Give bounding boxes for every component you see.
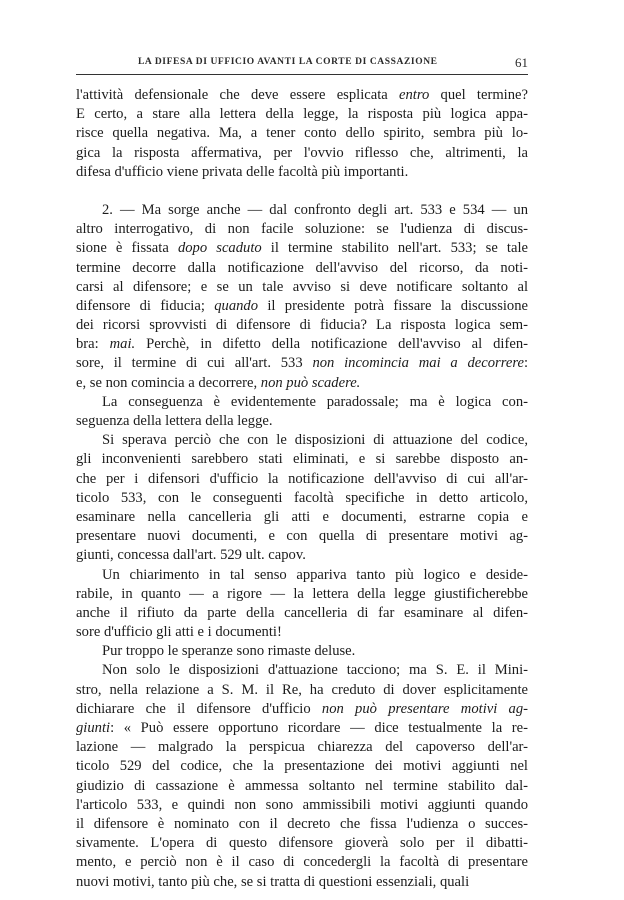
text-span: il difensore è nominato con il decreto che fissa l'udienza o succes-: [76, 815, 528, 832]
text-line: [76, 201, 528, 220]
paragraph-gap: [76, 182, 528, 201]
text-line: [76, 412, 528, 431]
text-line: [76, 86, 528, 105]
italic-text: giunti: [76, 720, 111, 736]
text-line: [76, 489, 528, 508]
text-span: e, se non comincia a decorrere,: [76, 374, 261, 391]
text-span: :: [523, 355, 528, 372]
italic-text: non può presentare motivi ag-: [321, 700, 528, 717]
text-span: giunti, concessa dall'art. 529 ult. capov.: [76, 547, 306, 564]
paragraph: [76, 431, 528, 565]
text-line: [76, 374, 528, 393]
text-span: dei ricorsi sprovvisti di difensore di fiducia? La risposta logica sem-: [76, 317, 528, 334]
text-span: Perchè, in difetto della notificazione dell'avviso al difen-: [135, 336, 528, 353]
italic-text: quando: [214, 297, 259, 314]
text-span: ticolo 533, con le conseguenti facoltà specifiche in detto articolo,: [76, 489, 528, 506]
text-line: [76, 144, 528, 163]
text-line: [76, 508, 528, 527]
text-line: [76, 527, 528, 546]
text-line: [76, 873, 528, 892]
text-line: [76, 661, 528, 680]
text-span: carsi al difensore; e se un tale avviso si deve notificare soltanto al: [76, 278, 528, 295]
text-line: [76, 316, 528, 335]
text-span: Non solo le disposizioni d'attuazione tacciono; ma S. E. il Mini-: [102, 662, 528, 679]
text-span: ticolo 529 del codice, che la presentazione dei motivi aggiunti nel: [76, 758, 528, 775]
text-span: 2. — Ma sorge anche — dal confronto degli art. 533 e 534 — un: [102, 201, 528, 218]
italic-text: entro: [399, 87, 430, 103]
paragraph: [76, 201, 528, 393]
text-line: [76, 354, 528, 373]
text-span: La conseguenza è evidentemente paradossale; ma è logica con-: [102, 393, 528, 410]
paragraph: [76, 661, 528, 891]
text-span: difesa d'ufficio viene privata delle facoltà più importanti.: [76, 163, 409, 180]
text-span: : « Può essere opportuno ricordare — dice testualmente la re-: [110, 720, 528, 736]
text-span: sione è fissata: [76, 240, 178, 257]
text-span: giudizio di cassazione è ammessa soltanto nel termine stabilito dal-: [76, 777, 528, 794]
text-span: esaminare nella cancelleria gli atti e documenti, estrarne copia e: [76, 508, 528, 525]
text-span: dichiarare che il difensore d'ufficio: [76, 700, 322, 717]
text-span: seguenza della lettera della legge.: [76, 413, 273, 429]
running-header: [76, 56, 528, 75]
paragraph: [76, 86, 528, 182]
text-line: [76, 853, 528, 872]
text-span: sivamente. L'opera di questo difensore gioverà solo per il dibatti-: [76, 835, 528, 852]
text-span: sore d'ufficio gli atti e i documenti!: [76, 624, 282, 641]
page-number: 61: [515, 55, 528, 70]
text-line: [76, 834, 528, 853]
text-line: [76, 431, 528, 450]
text-span: termine decorre dalla notificazione dell'avviso del ricorso, da noti-: [76, 259, 528, 276]
text-span: il termine stabilito nell'art. 533; se tale: [261, 240, 528, 257]
text-span: altro interrogativo, di non facile soluzione: se l'udienza di discus-: [76, 221, 528, 238]
text-line: [76, 546, 528, 565]
text-span: difensore di fiducia;: [76, 297, 215, 314]
text-span: gica la risposta affermativa, per l'ovvio riflesso che, altrimenti, la: [76, 144, 528, 161]
text-line: [76, 585, 528, 604]
text-line: [76, 719, 528, 738]
text-line: [76, 163, 528, 182]
text-line: [76, 777, 528, 796]
text-span: mento, e perciò non è il caso di concedergli la facoltà di presentare: [76, 854, 528, 871]
text-span: che per i difensori d'ufficio la notificazione dell'avviso di cui all'ar-: [76, 470, 528, 487]
text-span: risce quella negativa. Ma, a tener conto dello spirito, sembra più lo-: [76, 125, 528, 142]
text-line: [76, 297, 528, 316]
text-line: [76, 124, 528, 143]
text-line: [76, 335, 528, 354]
text-line: [76, 604, 528, 623]
text-line: [76, 239, 528, 258]
text-span: l'articolo 533, e quindi non sono ammissibili motivi aggiunti quando: [76, 796, 528, 813]
text-line: [76, 681, 528, 700]
text-line: [76, 642, 528, 661]
text-span: quel termine?: [429, 87, 528, 103]
text-span: stro, nella relazione a S. M. il Re, ha creduto di dover esplicitamente: [76, 681, 528, 698]
text-line: [76, 623, 528, 642]
text-line: [76, 278, 528, 297]
body-text: [76, 86, 528, 892]
text-line: [76, 700, 528, 719]
text-span: Si sperava perciò che con le disposizioni di attuazione del codice,: [102, 432, 528, 449]
text-line: [76, 450, 528, 469]
text-span: nuovi motivi, tanto più che, se si tratta di questioni essenziali, quali: [76, 873, 470, 890]
text-span: anche il rifiuto da parte della cancelleria di far esaminare al difen-: [76, 604, 528, 621]
text-span: il presidente potrà fissare la discussione: [258, 297, 528, 314]
text-line: [76, 105, 528, 124]
text-line: [76, 796, 528, 815]
text-line: [76, 566, 528, 585]
text-span: gli inconvenienti sarebbero stati eliminati, e si sarebbe disposto an-: [76, 451, 528, 468]
text-span: Un chiarimento in tal senso appariva tanto più logico e deside-: [102, 566, 528, 583]
italic-text: non può scadere.: [260, 374, 361, 391]
text-line: [76, 393, 528, 412]
text-span: presentare nuovi documenti, e con quella di presentare motivi ag-: [76, 528, 528, 545]
italic-text: mai.: [109, 336, 136, 353]
text-span: lazione — malgrado la perspicua chiarezza del capoverso dell'ar-: [76, 739, 528, 756]
text-span: rabile, in quanto — a rigore — la lettera della legge giustificherebbe: [76, 585, 528, 602]
text-span: l'attività defensionale che deve essere esplicata: [76, 87, 400, 103]
text-span: E certo, a stare alla lettera della legge, la risposta più logica appa-: [76, 106, 528, 123]
text-line: [76, 259, 528, 278]
italic-text: non incomincia mai a decorrere: [312, 355, 524, 372]
paragraph: [76, 642, 528, 661]
paragraph: [76, 566, 528, 643]
text-span: bra:: [76, 336, 110, 353]
text-line: [76, 757, 528, 776]
text-line: [76, 220, 528, 239]
running-title: LA DIFESA DI UFFICIO AVANTI LA CORTE DI CASSAZIONE: [138, 57, 438, 67]
text-line: [76, 470, 528, 489]
text-line: [76, 815, 528, 834]
text-span: Pur troppo le speranze sono rimaste deluse.: [102, 643, 356, 660]
italic-text: dopo scaduto: [177, 240, 262, 257]
paragraph: [76, 393, 528, 431]
text-span: sore, il termine di cui all'art. 533: [76, 355, 313, 372]
text-line: [76, 738, 528, 757]
